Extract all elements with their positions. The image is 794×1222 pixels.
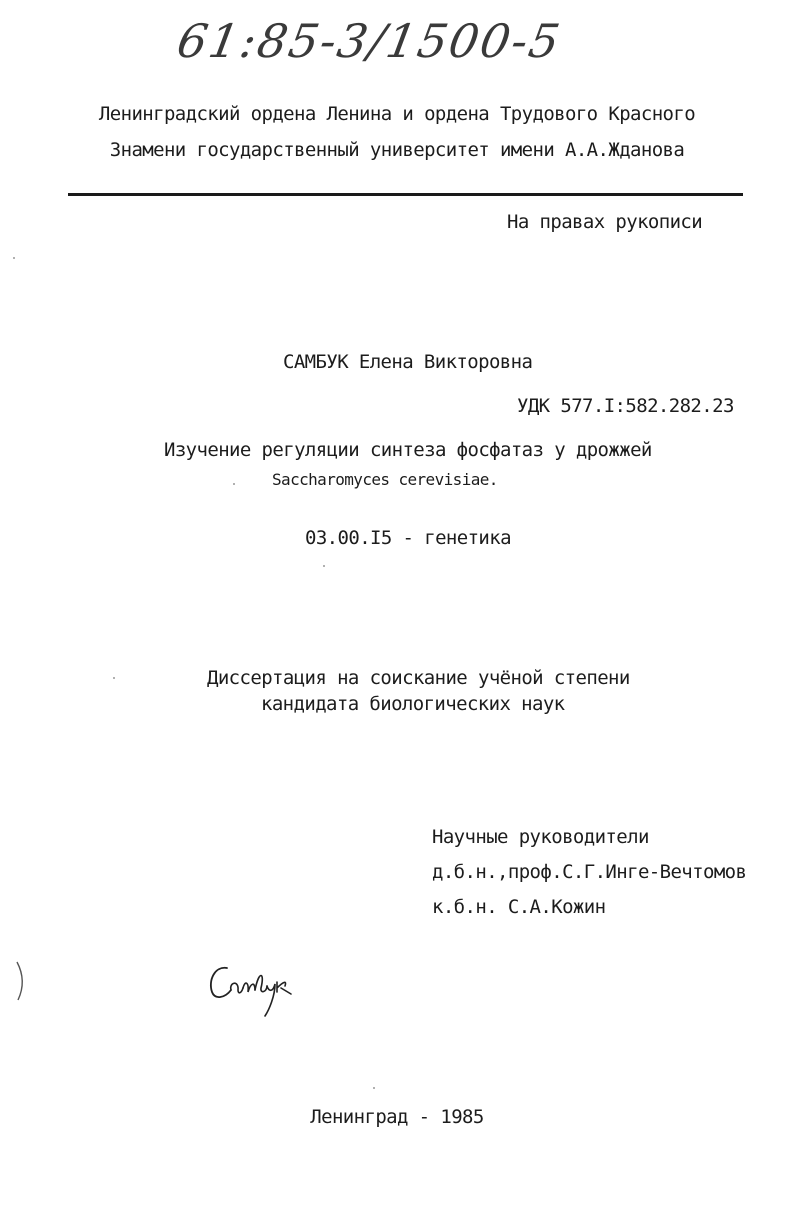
degree-line-1: Диссертация на соискание учёной степени (207, 667, 630, 689)
scan-speck (373, 1087, 375, 1089)
degree-line-2: кандидата биологических наук (261, 693, 565, 715)
scan-speck (113, 677, 115, 679)
udc-code: УДК 577.I:582.282.23 (517, 395, 734, 417)
rights-notice: На правах рукописи (507, 211, 703, 233)
thesis-title-line-1: Изучение регуляции синтеза фосфатаз у дрожжей (164, 439, 652, 461)
author-name: САМБУК Елена Викторовна (283, 351, 533, 373)
scan-speck (323, 565, 325, 567)
supervisors-heading: Научные руководители (432, 826, 649, 848)
margin-bracket-mark (14, 960, 30, 1002)
place-and-year: Ленинград - 1985 (310, 1106, 484, 1128)
specialty-code: 03.00.I5 - генетика (305, 527, 511, 549)
scan-speck (233, 483, 235, 485)
institution-line-2: Знамени государственный университет имени А.А.Жданова (109, 139, 685, 161)
supervisor-1: д.б.н.,проф.С.Г.Инге-Вечтомов (432, 861, 747, 883)
institution-line-1: Ленинградский ордена Ленина и ордена Трудового Красного (98, 103, 696, 125)
author-signature (205, 958, 300, 1020)
scan-speck (13, 257, 15, 259)
thesis-title-line-2: Saccharomyces cerevisiae. (272, 470, 498, 489)
archive-code-handwritten: 61:85-3/1500-5 (173, 14, 566, 68)
supervisor-2: к.б.н. С.А.Кожин (432, 896, 606, 918)
header-divider (68, 193, 743, 196)
